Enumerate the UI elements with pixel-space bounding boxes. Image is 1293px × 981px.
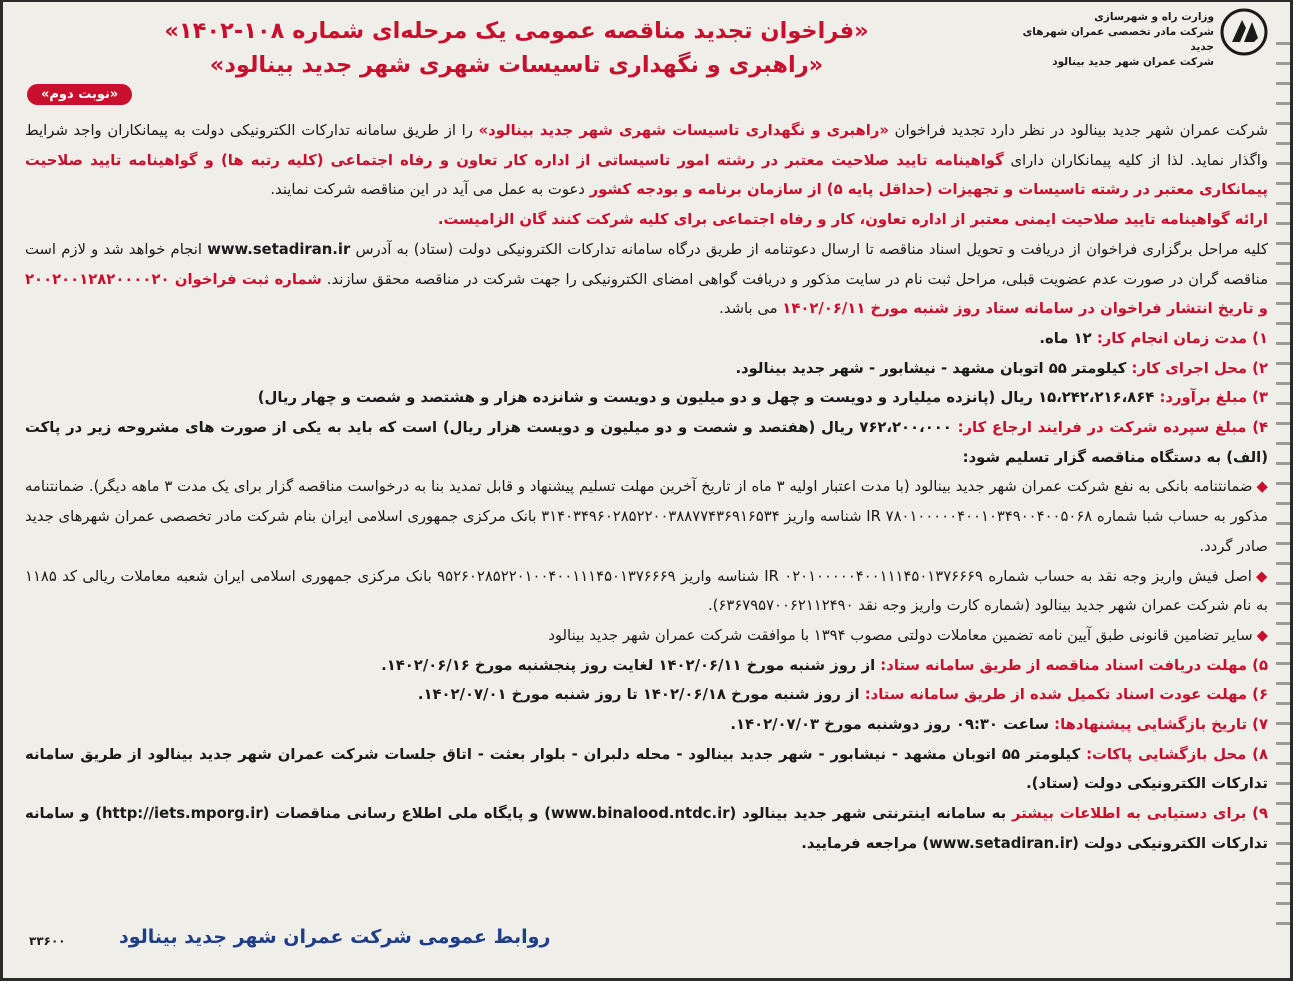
item-label: ۹) برای دستیابی به اطلاعات بیشتر bbox=[1012, 805, 1268, 823]
item-label: ۸) محل بازگشایی پاکات: bbox=[1080, 745, 1268, 763]
ad-code: ۳۳۶۰۰ bbox=[29, 934, 66, 948]
notice-body bbox=[25, 116, 1268, 859]
second-round-badge: «نوبت دوم» bbox=[27, 84, 132, 105]
diamond-bullet-icon: ◆ bbox=[1255, 567, 1269, 585]
registration-info: شماره ثبت فراخوان ۲۰۰۲۰۰۱۲۸۲۰۰۰۰۲۰ و تاریخ انتشار فراخوان در سامانه ستاد روز شنبه مورخ ۱۴۰۲/۰۶/۱۱ bbox=[25, 270, 1268, 318]
item-label: ۶) مهلت عودت اسناد تکمیل شده از طریق سامانه ستاد: bbox=[859, 686, 1268, 704]
intro-text: شرکت عمران شهر جدید بینالود در نظر دارد تجدید فراخوان bbox=[888, 122, 1268, 139]
binalood-link[interactable]: (www.binalood.ntdc.ir) bbox=[544, 805, 737, 823]
item-label: ۱) مدت زمان انجام کار: bbox=[1091, 329, 1268, 347]
item-text: کیلومتر ۵۵ اتوبان مشهد - نیشابور - شهر جدید بینالود - محله دلبران - بلوار بعثت - اتاق جلسات شرکت عمران شهر جدید بینالود از طریق سامانه تدارکات الکترونیکی دولت (ستاد). bbox=[25, 745, 1268, 793]
notice-title: «فراخوان تجدید مناقصه عمومی یک مرحله‌ای شماره ۱۰۸-۱۴۰۲» bbox=[164, 18, 869, 44]
diamond-bullet-icon: ◆ bbox=[1256, 626, 1268, 644]
setad-link[interactable]: www.setadiran.ir bbox=[207, 240, 351, 258]
iets-link[interactable]: (http://iets.mporg.ir) bbox=[95, 805, 270, 823]
title-block bbox=[25, 8, 1008, 82]
intro-text: دعوت به عمل می آید در این مناقصه شرکت نمایند. bbox=[270, 181, 590, 199]
item-text: ۱۵،۲۴۲،۲۱۶،۸۶۴ ریال (پانزده میلیارد و دویست و چهل و دو میلیون و دویست و شانزده هزار و هشتصد و شصت و چهار ریال) bbox=[257, 389, 1155, 407]
procedure-text: انجام خواهد شد و لازم است مناقصه گران در صورت عدم عضویت قبلی، مراحل ثبت نام در سایت مذکور و دریافت گواهی امضای الکترونیکی را جهت شرکت در مناقصه محقق سازند. bbox=[25, 240, 1268, 288]
procedure-text: کلیه مراحل برگزاری فراخوان از دریافت و تحویل اسناد مناقصه تا ارسال دعوتنامه از طریق درگاه سامانه تدارکات الکترونیکی دولت (ستاد) به آدرس bbox=[350, 240, 1268, 258]
diamond-bullet-icon: ◆ bbox=[1256, 478, 1268, 496]
item-more-info bbox=[25, 799, 1268, 858]
item-text: ۱۲ ماه. bbox=[1039, 329, 1092, 347]
intro-text: را از طریق سامانه تدارکات الکترونیکی دولت به پیمانکاران واجد شرایط واگذار نماید. لذا از کلیه پیمانکاران دارای bbox=[25, 122, 1268, 169]
item-duration bbox=[25, 324, 1268, 354]
item-text: و سامانه تدارکات الکترونیکی دولت bbox=[25, 805, 1268, 852]
item-doc-return bbox=[25, 680, 1268, 710]
item-location bbox=[25, 354, 1268, 384]
item-text: از روز شنبه مورخ ۱۴۰۲/۰۶/۱۸ تا روز شنبه مورخ ۱۴۰۲/۰۷/۰۱. bbox=[417, 686, 860, 704]
item-opening-date bbox=[25, 710, 1268, 740]
item-label: ۲) محل اجرای کار: bbox=[1126, 359, 1268, 377]
scan-edge-strip bbox=[1276, 42, 1290, 938]
item-opening-place bbox=[25, 740, 1268, 799]
qualification-text: گواهینامه تایید صلاحیت معتبر در رشته امور تاسیساتی از اداره کار تعاون و رفاه اجتماعی (کلیه رتبه ها) و گواهینامه تایید صلاحیت پیمانکاری معتبر در رشته تاسیسات و تجهیزات (حداقل پایه ۵) از سازمان برنامه و بودجه کشور bbox=[25, 151, 1268, 199]
safety-requirement: ارائه گواهینامه تایید صلاحیت ایمنی معتبر از اداره تعاون، کار و رفاه اجتماعی برای کلیه شرکت کنند گان الزامیست. bbox=[437, 211, 1268, 229]
item-text: کیلومتر ۵۵ اتوبان مشهد - نیشابور - شهر جدید بینالود. bbox=[735, 359, 1127, 377]
public-relations-signature: روابط عمومی شرکت عمران شهر جدید بینالود bbox=[119, 926, 551, 948]
bullet-cash bbox=[25, 562, 1268, 621]
bullet-other bbox=[25, 621, 1268, 651]
org-line: شرکت عمران شهر جدید بینالود bbox=[1052, 56, 1214, 68]
bullet-text: سایر تضامین قانونی طبق آیین نامه تضمین معاملات دولتی مصوب ۱۳۹۴ با موافقت شرکت عمران شهر جدید بینالود bbox=[548, 626, 1253, 644]
project-name: «راهبری و نگهداری تاسیسات شهری شهر جدید بینالود» bbox=[478, 122, 889, 139]
org-lines bbox=[1008, 8, 1214, 70]
intro-paragraph bbox=[25, 116, 1268, 205]
item-text: ساعت ۰۹:۳۰ روز دوشنبه مورخ ۱۴۰۲/۰۷/۰۳. bbox=[730, 716, 1049, 734]
item-text: مراجعه فرمایید. bbox=[801, 834, 923, 852]
item-label: ۷) تاریخ بازگشایی پیشنهادها: bbox=[1049, 716, 1268, 734]
header bbox=[25, 8, 1268, 104]
item-text: ۷۶۲،۲۰۰،۰۰۰ ریال (هفتصد و شصت و دو میلیون و دویست هزار ریال) است که باید به یکی از صورت های مشروحه زیر در پاکت (الف) به دستگاه مناقصه گزار تسلیم شود: bbox=[25, 419, 1268, 466]
org-line: شرکت مادر تخصصی عمران شهرهای جدید bbox=[1022, 26, 1214, 53]
item-label: ۳) مبلغ برآورد: bbox=[1154, 389, 1268, 407]
footer bbox=[3, 924, 1290, 964]
procedure-text: می باشد. bbox=[719, 300, 783, 318]
item-estimate bbox=[25, 383, 1268, 413]
org-block bbox=[1008, 8, 1268, 70]
setad-link[interactable]: (www.setadiran.ir) bbox=[922, 834, 1079, 852]
item-doc-receive bbox=[25, 651, 1268, 681]
notice-subtitle: «راهبری و نگهداری تاسیسات شهری شهر جدید بینالود» bbox=[209, 52, 824, 78]
item-label: ۵) مهلت دریافت اسناد مناقصه از طریق سامانه ستاد: bbox=[875, 656, 1268, 674]
item-text: و پایگاه ملی اطلاع رسانی مناقصات bbox=[269, 805, 545, 823]
bullet-text: اصل فیش واریز وجه نقد به حساب شماره IR ۰۲۰۱۰۰۰۰۰۴۰۰۱۱۱۴۵۰۱۳۷۶۶۶۹ شناسه واریز ۹۵۲۶۰۲۸۵۲۲۰۱۰۰۴۰۰۱۱۱۴۵۰۱۳۷۶۶۶۹ بانک مرکزی جمهوری اسلامی ایران شعبه معاملات ریالی کد ۱۱۸۵ به نام شرکت عمران شهر جدید بینالود (شماره کارت واریز وجه نقد ۶۳۶۷۹۵۷۰۰۶۲۱۱۲۴۹۰). bbox=[25, 567, 1268, 615]
item-label: ۴) مبلغ سپرده شرکت در فرایند ارجاع کار: bbox=[951, 419, 1268, 437]
org-line: وزارت راه و شهرسازی bbox=[1094, 11, 1214, 23]
bullet-text: ضمانتنامه بانکی به نفع شرکت عمران شهر جدید بینالود (با مدت اعتبار اولیه ۳ ماه از تاریخ آخرین مهلت تسلیم پیشنهاد و قابل تمدید بنا به درخواست مناقصه گزار برای یک مدت ۳ ماهه دیگر). ضمانتنامه مذکور به حساب شبا شماره IR ۷۸۰۱۰۰۰۰۰۴۰۰۱۰۳۴۹۰۰۴۰۰۵۰۶۸ شناسه واریز ۳۱۴۰۳۴۹۶۰۲۸۵۲۲۰۰۳۸۸۷۷۴۳۶۹۱۶۵۳۴ بانک مرکزی جمهوری اسلامی ایران بنام شرکت مادر تخصصی عمران شهرهای جدید صادر گردد. bbox=[25, 478, 1268, 555]
item-text: به سامانه اینترنتی شهر جدید بینالود bbox=[736, 805, 1013, 823]
item-deposit bbox=[25, 413, 1268, 472]
bullet-guarantee bbox=[25, 472, 1268, 561]
item-text: از روز شنبه مورخ ۱۴۰۲/۰۶/۱۱ لغایت روز پنجشنبه مورخ ۱۴۰۲/۰۶/۱۶. bbox=[381, 656, 876, 674]
ministry-logo-icon bbox=[1220, 8, 1268, 56]
procedure-paragraph bbox=[25, 235, 1268, 324]
